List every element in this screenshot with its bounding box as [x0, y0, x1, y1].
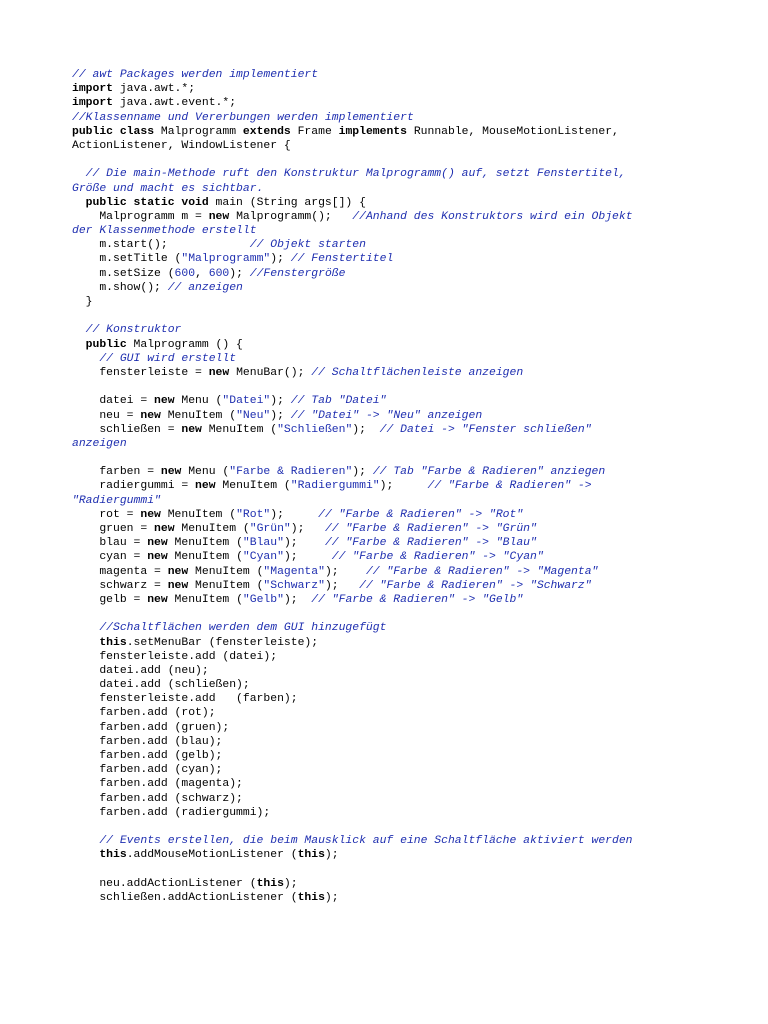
code-comment: // "Farbe & Radieren" -> "Schwarz"	[359, 579, 592, 592]
code-text	[72, 622, 99, 634]
code-text: .addMouseMotionListener (	[126, 849, 298, 862]
code-blank-line	[72, 451, 712, 465]
code-line	[72, 68, 712, 82]
code-line	[72, 706, 712, 720]
code-blank-line	[72, 309, 712, 323]
code-text: schließen.addActionListener (	[72, 891, 298, 904]
code-line	[72, 891, 712, 905]
code-text: MenuItem (	[160, 508, 237, 521]
code-keyword: new	[160, 466, 182, 479]
code-line	[72, 210, 712, 224]
code-comment: der Klassenmethode erstellt	[72, 225, 257, 238]
code-line	[72, 536, 712, 550]
code-keyword: new	[167, 579, 189, 592]
code-keyword: new	[154, 523, 175, 535]
code-line	[72, 508, 712, 522]
code-text: }	[72, 296, 93, 308]
code-text: schließen =	[72, 423, 182, 436]
code-keyword: new	[208, 210, 230, 223]
code-text: java.awt.*;	[113, 83, 196, 96]
code-text: Menu (	[174, 395, 223, 408]
code-text: MenuItem (	[160, 409, 237, 422]
code-line	[72, 877, 712, 891]
code-keyword: new	[181, 423, 202, 436]
code-text: farben.add (cyan);	[72, 764, 223, 777]
code-comment: Größe und macht es sichtbar.	[72, 182, 264, 195]
code-text: MenuItem (	[167, 551, 243, 564]
code-line	[72, 494, 712, 508]
code-text: MenuItem (	[188, 579, 264, 592]
code-comment: // Schaltflächenleiste anzeigen	[311, 366, 524, 379]
code-keyword: implements	[338, 125, 407, 138]
code-string: "Rot"	[236, 508, 271, 521]
code-text: farben.add (gelb);	[72, 750, 223, 762]
code-comment: // "Farbe & Radieren" -> "Cyan"	[331, 551, 544, 564]
code-text: );	[283, 551, 332, 564]
code-string: "Malprogramm"	[181, 253, 271, 266]
code-comment: // awt Packages werden implementiert	[72, 69, 319, 81]
code-blank-line	[72, 607, 712, 621]
code-line	[72, 267, 712, 281]
code-line	[72, 579, 712, 593]
code-page	[72, 68, 712, 905]
code-line	[72, 281, 712, 295]
code-text: m.setTitle (	[72, 253, 182, 266]
code-text	[72, 339, 86, 351]
code-keyword: new	[140, 508, 161, 521]
code-comment: // Tab "Farbe & Radieren" anziegen	[372, 466, 606, 479]
code-text: MenuItem (	[188, 565, 264, 578]
code-line	[72, 792, 712, 806]
code-text: );	[270, 508, 319, 521]
code-text	[72, 324, 86, 336]
code-text: );	[290, 523, 325, 535]
code-comment: // "Farbe & Radieren" -> "Gelb"	[311, 593, 524, 606]
code-comment: //Anhand des Konstruktors wird ein Objekt	[352, 210, 633, 223]
code-text: );	[379, 480, 428, 493]
code-keyword: public class	[72, 125, 155, 138]
code-line	[72, 749, 712, 763]
code-text: MenuItem (	[167, 537, 243, 550]
code-text: m.setSize (	[72, 267, 175, 280]
code-comment: // GUI wird erstellt	[99, 352, 237, 365]
code-comment: // Die main-Methode ruft den Konstruktur Malprogramm() auf, setzt Fenstertitel,	[85, 168, 626, 181]
code-text	[72, 168, 86, 180]
code-keyword: new	[140, 409, 161, 422]
code-text: );	[283, 537, 325, 550]
code-text: MenuBar();	[229, 366, 312, 379]
code-text	[72, 849, 99, 861]
code-text: schwarz =	[72, 579, 168, 592]
code-text: );	[270, 409, 291, 422]
code-line	[72, 650, 712, 664]
code-line	[72, 465, 712, 479]
code-line	[72, 295, 712, 309]
code-text: MenuItem (	[201, 423, 278, 436]
code-text: fensterleiste.add (farben);	[72, 693, 298, 706]
code-text: );	[324, 565, 366, 578]
code-text: );	[270, 253, 291, 266]
code-line	[72, 111, 712, 125]
code-keyword: new	[147, 551, 168, 564]
code-line	[72, 139, 712, 153]
code-blank-line	[72, 863, 712, 877]
code-text: ActionListener, WindowListener {	[72, 139, 291, 152]
code-line	[72, 252, 712, 266]
code-keyword: this	[99, 636, 127, 649]
code-text: farben =	[72, 466, 161, 479]
code-line	[72, 423, 712, 437]
code-blank-line	[72, 153, 712, 167]
code-comment: // Datei -> "Fenster schließen"	[379, 423, 592, 436]
code-text: datei.add (neu);	[72, 664, 209, 677]
code-text: ,	[195, 267, 209, 280]
code-text: MenuItem (	[167, 593, 243, 606]
code-line	[72, 479, 712, 493]
code-text: MenuItem (	[215, 480, 291, 493]
code-string: "Magenta"	[263, 565, 325, 578]
code-line	[72, 664, 712, 678]
code-line	[72, 352, 712, 366]
code-text: gruen =	[72, 523, 155, 535]
code-comment: // "Datei" -> "Neu" anzeigen	[290, 409, 483, 422]
code-text: fensterleiste.add (datei);	[72, 650, 278, 663]
code-line	[72, 735, 712, 749]
code-string: "Cyan"	[242, 551, 284, 564]
code-comment: // "Farbe & Radieren" -> "Magenta"	[365, 565, 599, 578]
code-keyword: public static void	[85, 196, 209, 209]
code-text: );	[352, 423, 380, 436]
code-comment: // "Farbe & Radieren" -> "Blau"	[324, 537, 537, 550]
code-line	[72, 678, 712, 692]
code-text: blau =	[72, 537, 148, 550]
code-keyword: new	[154, 395, 175, 408]
code-comment: // "Farbe & Radieren" -> "Grün"	[324, 523, 537, 535]
code-line	[72, 522, 712, 536]
code-keyword: new	[147, 537, 168, 550]
code-line	[72, 238, 712, 252]
code-text: gelb =	[72, 593, 148, 606]
code-line	[72, 196, 712, 210]
code-line	[72, 848, 712, 862]
code-number: 600	[174, 267, 196, 280]
code-text: );	[283, 877, 298, 890]
code-line	[72, 182, 712, 196]
code-text: Runnable, MouseMotionListener,	[406, 125, 619, 138]
code-text	[72, 637, 99, 649]
code-keyword: extends	[242, 125, 291, 138]
code-text: neu =	[72, 409, 141, 422]
code-comment: // Fenstertitel	[290, 253, 394, 266]
code-string: "Schließen"	[277, 423, 353, 436]
code-text: fensterleiste =	[72, 366, 209, 379]
code-line	[72, 82, 712, 96]
code-comment: //Klassenname und Vererbungen werden implementiert	[72, 111, 414, 124]
code-string: "Schwarz"	[263, 579, 325, 592]
code-keyword: public	[85, 338, 127, 351]
code-keyword: this	[297, 849, 325, 862]
code-string: "Neu"	[236, 409, 271, 422]
code-line	[72, 834, 712, 848]
code-number: 600	[208, 267, 230, 280]
code-line	[72, 366, 712, 380]
code-line	[72, 550, 712, 564]
code-text: magenta =	[72, 565, 168, 578]
code-text: neu.addActionListener (	[72, 877, 257, 890]
code-text: main (String args[]) {	[208, 196, 366, 209]
code-comment: anzeigen	[72, 437, 127, 450]
code-text: farben.add (gruen);	[72, 721, 230, 734]
code-text: Frame	[290, 125, 339, 138]
code-text: );	[283, 593, 312, 606]
code-line	[72, 692, 712, 706]
code-string: "Datei"	[222, 395, 271, 408]
code-line	[72, 125, 712, 139]
code-text: datei.add (schließen);	[72, 679, 250, 692]
code-line	[72, 224, 712, 238]
code-line	[72, 409, 712, 423]
code-text: Malprogramm();	[229, 210, 353, 223]
code-line	[72, 437, 712, 451]
code-comment: // "Farbe & Radieren" -> "Rot"	[318, 508, 524, 521]
code-line	[72, 763, 712, 777]
code-keyword: new	[167, 565, 189, 578]
code-comment: // Konstruktor	[85, 324, 182, 337]
code-keyword: new	[195, 480, 216, 493]
code-keyword: import	[72, 83, 114, 96]
code-comment: // anzeigen	[167, 281, 243, 294]
code-text: farben.add (blau);	[72, 735, 223, 748]
code-comment: // Tab "Datei"	[290, 395, 387, 408]
code-comment: // "Farbe & Radieren" ->	[427, 480, 592, 493]
code-line	[72, 338, 712, 352]
code-line	[72, 323, 712, 337]
code-text	[72, 835, 99, 847]
code-comment: "Radiergummi"	[72, 494, 161, 507]
code-text: Malprogramm	[154, 125, 243, 138]
code-text: .setMenuBar (fensterleiste);	[126, 636, 319, 649]
code-text: MenuItem (	[174, 523, 250, 535]
code-line	[72, 167, 712, 181]
code-line	[72, 721, 712, 735]
code-text: );	[324, 849, 339, 862]
code-line	[72, 593, 712, 607]
code-text: );	[270, 395, 291, 408]
code-line	[72, 777, 712, 791]
code-line	[72, 806, 712, 820]
code-text: datei =	[72, 395, 155, 408]
code-string: "Farbe & Radieren"	[229, 466, 353, 479]
code-line	[72, 636, 712, 650]
code-text: m.start();	[72, 239, 250, 252]
code-text: );	[352, 466, 373, 479]
code-text: );	[324, 579, 360, 592]
code-text: );	[229, 267, 250, 280]
code-line	[72, 565, 712, 579]
code-keyword: new	[208, 366, 230, 379]
code-comment: //Fenstergröße	[249, 267, 346, 280]
code-keyword: import	[72, 97, 114, 110]
code-text: farben.add (magenta);	[72, 778, 243, 791]
code-text: Malprogramm m =	[72, 210, 209, 223]
code-string: "Gelb"	[242, 593, 284, 606]
code-comment: //Schaltflächen werden dem GUI hinzugefügt	[99, 622, 387, 635]
code-text: java.awt.event.*;	[113, 97, 237, 110]
code-text: );	[324, 891, 339, 904]
code-text: cyan =	[72, 551, 148, 564]
code-comment: // Objekt starten	[249, 239, 366, 252]
code-text	[72, 353, 99, 365]
code-text: farben.add (radiergummi);	[72, 806, 271, 819]
code-text: Menu (	[181, 466, 230, 479]
code-string: "Grün"	[249, 523, 291, 535]
code-text: m.show();	[72, 281, 168, 294]
code-blank-line	[72, 380, 712, 394]
code-string: "Radiergummi"	[290, 480, 380, 493]
code-blank-line	[72, 820, 712, 834]
code-comment: // Events erstellen, die beim Mausklick auf eine Schaltfläche aktiviert werden	[99, 835, 633, 848]
code-text: farben.add (schwarz);	[72, 792, 243, 805]
code-text: Malprogramm () {	[126, 338, 243, 351]
code-line	[72, 621, 712, 635]
code-text: radiergummi =	[72, 480, 196, 493]
code-text	[72, 197, 86, 209]
code-text: rot =	[72, 508, 141, 521]
code-line	[72, 96, 712, 110]
code-string: "Blau"	[242, 537, 284, 550]
code-keyword: this	[256, 877, 284, 890]
code-line	[72, 394, 712, 408]
code-keyword: new	[147, 593, 168, 606]
code-text: farben.add (rot);	[72, 707, 216, 720]
code-keyword: this	[99, 849, 127, 862]
code-keyword: this	[297, 891, 325, 904]
